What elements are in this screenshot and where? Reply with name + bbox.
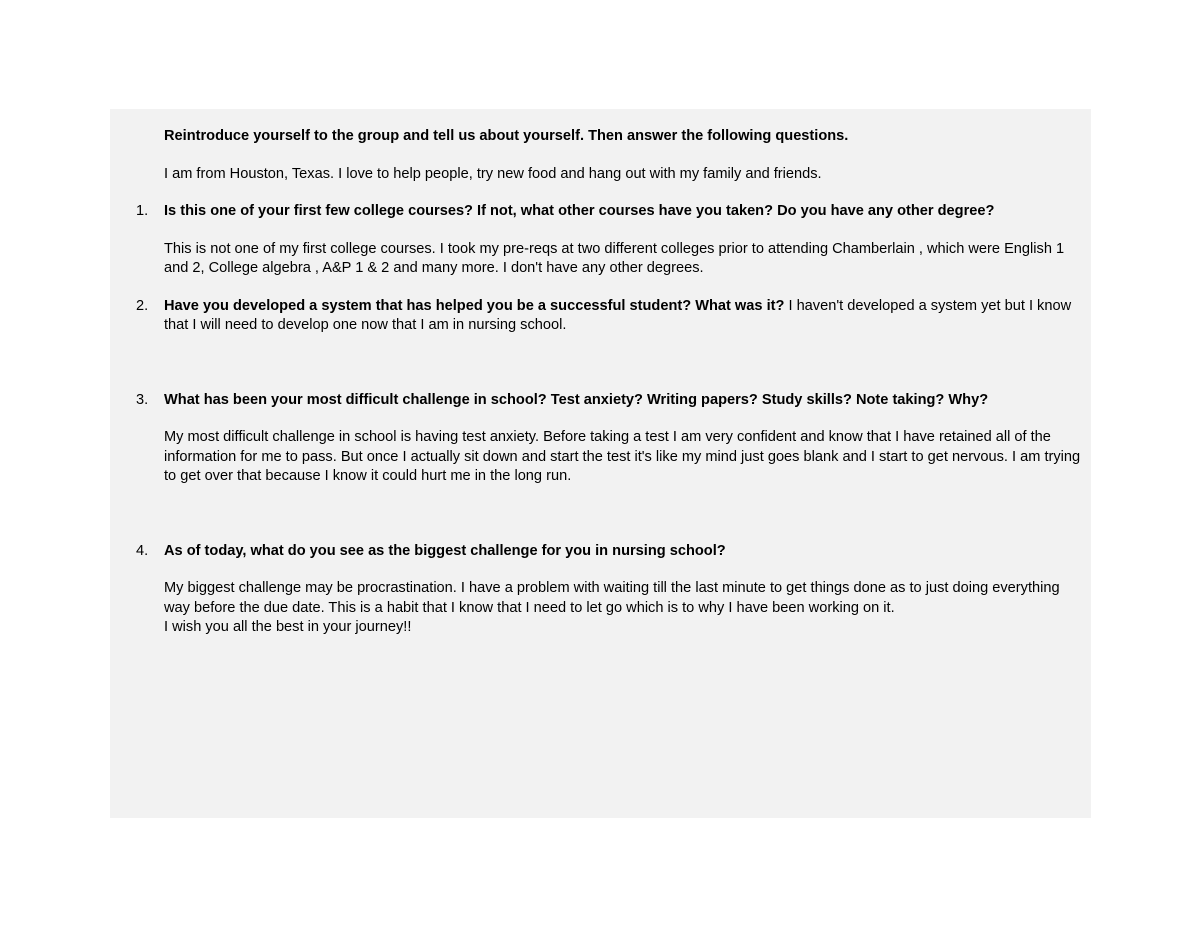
question-4 — [136, 542, 1088, 562]
question-1 — [136, 202, 1088, 222]
intro-answer: I am from Houston, Texas. I love to help people, try new food and hang out with my family and friends. — [164, 165, 822, 182]
question-number: 2. — [136, 297, 149, 314]
question-number: 1. — [136, 203, 149, 219]
question-number: 3. — [136, 391, 149, 408]
answer-4 — [164, 579, 1088, 638]
closing-line: I wish you all the best in your journey!! — [164, 619, 412, 635]
answer-4-text: My biggest challenge may be procrastination. I have a problem with waiting till the last minute to get things done as to just doing everything way before the due date. This is a habit that I know that I need to let go which is to why I have been working on it. — [164, 580, 1060, 616]
answer-3: My most difficult challenge in school is having test anxiety. Before taking a test I am very confident and know that I have retained all of the information for me to pass. But once I actually sit down and start the test it's like my mind just goes blank and I start to get nervous. I am trying to get over that because I know it could hurt me in the long run. — [164, 429, 1081, 484]
inline-answer-2: I haven't developed a system yet but I know that I will need to develop one now that I am in nursing school. — [164, 297, 1072, 333]
answer-1: This is not one of my first college courses. I took my pre-reqs at two different colleges prior to attending Chamberlain , which were English 1 and 2, College algebra , A&P 1 & 2 and many more. I don't have any other degrees. — [164, 240, 1065, 276]
question-text: As of today, what do you see as the biggest challenge for you in nursing school? — [164, 542, 726, 559]
question-text: What has been your most difficult challenge in school? Test anxiety? Writing papers? Study skills? Note taking? Why? — [164, 391, 989, 408]
question-text: Is this one of your first few college courses? If not, what other courses have you taken? Do you have any other degree? — [164, 203, 995, 219]
question-text: Have you developed a system that has helped you be a successful student? What was it? — [164, 297, 785, 314]
question-3 — [136, 391, 1088, 411]
intro-heading: Reintroduce yourself to the group and tell us about yourself. Then answer the following questions. — [164, 128, 849, 144]
document-panel — [110, 109, 1091, 818]
document-content — [136, 127, 1088, 638]
question-2 — [136, 297, 1088, 336]
question-number: 4. — [136, 542, 149, 559]
